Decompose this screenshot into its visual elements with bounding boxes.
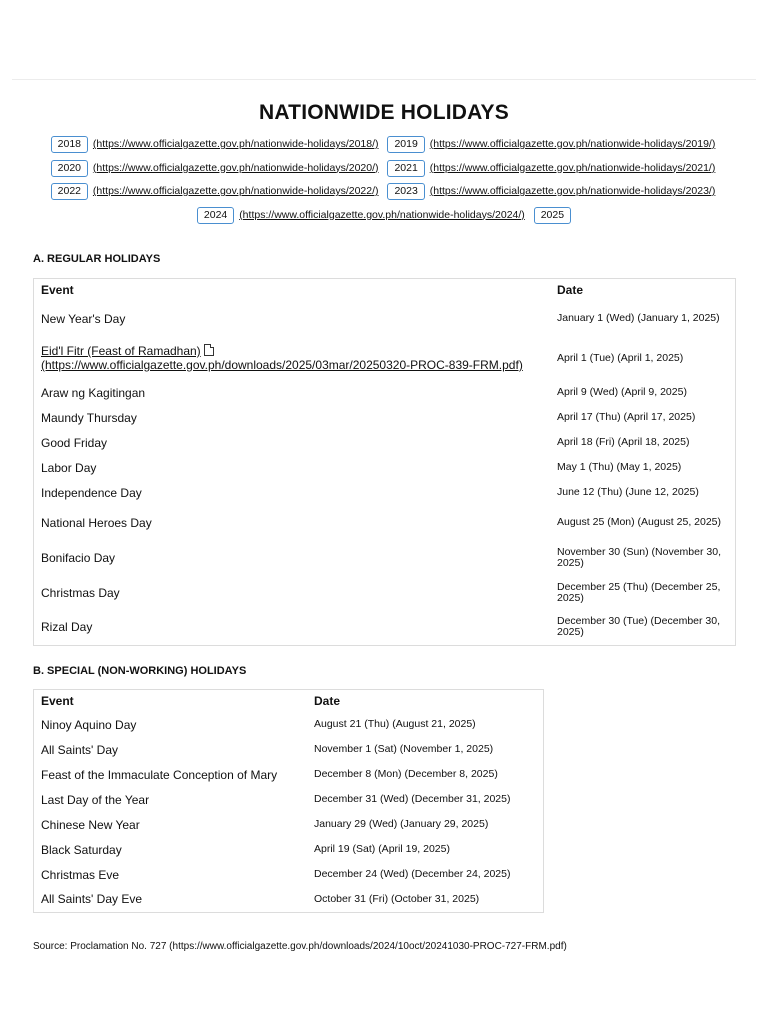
page-title: NATIONWIDE HOLIDAYS <box>259 101 509 124</box>
table-row <box>34 380 736 405</box>
column-header-event: Event <box>41 283 74 297</box>
year-link-2021[interactable]: (https://www.officialgazette.gov.ph/nationwide-holidays/2021/) <box>429 161 716 174</box>
table-row <box>34 712 544 737</box>
date-cell: December 8 (Mon) (December 8, 2025) <box>314 768 498 780</box>
column-header-date: Date <box>314 694 341 708</box>
table-row <box>34 540 736 575</box>
event-cell: New Year's Day <box>41 311 126 326</box>
event-cell: All Saints' Day <box>41 742 118 757</box>
event-cell: Maundy Thursday <box>41 410 137 425</box>
event-cell: Bonifacio Day <box>41 550 116 565</box>
year-link-2019[interactable]: (https://www.officialgazette.gov.ph/nationwide-holidays/2019/) <box>429 138 716 150</box>
event-cell: Christmas Eve <box>41 867 120 882</box>
event-cell: Ninoy Aquino Day <box>41 717 137 732</box>
year-link-2020[interactable]: (https://www.officialgazette.gov.ph/nationwide-holidays/2020/) <box>92 161 379 174</box>
year-link-2023[interactable]: (https://www.officialgazette.gov.ph/nationwide-holidays/2023/) <box>429 185 716 197</box>
table-row <box>34 505 736 540</box>
table-row <box>34 787 544 812</box>
date-cell: November 1 (Sat) (November 1, 2025) <box>314 743 494 755</box>
date-cell: January 1 (Wed) (January 1, 2025) <box>557 312 720 324</box>
regular-holidays-table <box>33 278 736 646</box>
event-cell: Rizal Day <box>41 620 93 635</box>
event-cell: Good Friday <box>41 435 108 450</box>
event-link-url: (https://www.officialgazette.gov.ph/downloads/2025/03mar/20250320-PROC-839-FRM.pdf) <box>41 358 523 372</box>
date-cell: December 25 (Thu) (December 25, 2025) <box>557 580 721 604</box>
year-link-2022[interactable]: (https://www.officialgazette.gov.ph/nationwide-holidays/2022/) <box>92 185 379 197</box>
column-header-date: Date <box>557 283 584 297</box>
event-cell: Araw ng Kagitingan <box>41 385 146 400</box>
table-row <box>34 837 544 862</box>
event-cell: Independence Day <box>41 485 142 500</box>
top-divider <box>12 79 756 80</box>
date-cell: November 30 (Sun) (November 30, 2025) <box>557 545 721 569</box>
date-cell: December 24 (Wed) (December 24, 2025) <box>314 868 511 880</box>
event-link-text: Eid'l Fitr (Feast of Ramadhan) <box>41 344 201 358</box>
source-note: Source: Proclamation No. 727 (https://www.officialgazette.gov.ph/downloads/2024/10oct/20241030-PROC-727-FRM.pdf) <box>33 941 567 952</box>
date-cell: June 12 (Thu) (June 12, 2025) <box>557 486 699 498</box>
event-cell: Feast of the Immaculate Conception of Mary <box>41 767 278 782</box>
table-row <box>34 762 544 787</box>
year-badge-2018[interactable]: 2018 <box>51 136 88 153</box>
event-cell: Christmas Day <box>41 585 120 600</box>
event-cell: National Heroes Day <box>41 515 152 530</box>
year-badge-2020[interactable]: 2020 <box>51 160 88 177</box>
table-header-row <box>34 690 544 713</box>
table-row <box>34 610 736 645</box>
year-badge-2021[interactable]: 2021 <box>387 160 424 177</box>
date-cell: April 18 (Fri) (April 18, 2025) <box>557 436 690 448</box>
date-cell: January 29 (Wed) (January 29, 2025) <box>314 818 489 830</box>
event-cell: All Saints' Day Eve <box>41 892 142 907</box>
year-link-2024[interactable]: (https://www.officialgazette.gov.ph/nationwide-holidays/2024/) <box>239 208 525 221</box>
table-row <box>34 455 736 480</box>
regular-holidays-heading: A. REGULAR HOLIDAYS <box>33 253 161 265</box>
table-row <box>34 887 544 912</box>
year-badge-2019[interactable]: 2019 <box>387 136 424 153</box>
event-link[interactable] <box>41 344 523 372</box>
date-cell: May 1 (Thu) (May 1, 2025) <box>557 461 682 473</box>
date-cell: December 30 (Tue) (December 30, 2025) <box>557 615 721 639</box>
event-cell <box>34 336 551 380</box>
special-holidays-heading: B. SPECIAL (NON-WORKING) HOLIDAYS <box>33 665 247 677</box>
table-row <box>34 862 544 887</box>
year-link-2018[interactable]: (https://www.officialgazette.gov.ph/nationwide-holidays/2018/) <box>92 138 379 150</box>
event-cell: Last Day of the Year <box>41 792 150 807</box>
date-cell: August 21 (Thu) (August 21, 2025) <box>314 718 476 730</box>
date-cell: December 31 (Wed) (December 31, 2025) <box>314 793 511 805</box>
table-row <box>34 301 736 336</box>
date-cell: April 19 (Sat) (April 19, 2025) <box>314 843 450 855</box>
date-cell: April 17 (Thu) (April 17, 2025) <box>557 411 696 423</box>
table-row <box>34 575 736 610</box>
table-header-row <box>34 279 736 302</box>
table-row <box>34 336 736 380</box>
event-cell: Labor Day <box>41 460 97 475</box>
year-navigation <box>44 133 724 227</box>
year-badge-2023[interactable]: 2023 <box>387 183 424 200</box>
event-cell: Chinese New Year <box>41 817 140 832</box>
date-cell: August 25 (Mon) (August 25, 2025) <box>557 516 722 528</box>
table-row <box>34 737 544 762</box>
special-holidays-table <box>33 689 544 913</box>
column-header-event: Event <box>41 694 74 708</box>
date-cell: April 1 (Tue) (April 1, 2025) <box>557 351 684 364</box>
pdf-file-icon <box>204 344 214 356</box>
year-badge-2024[interactable]: 2024 <box>197 207 234 224</box>
table-row <box>34 480 736 505</box>
year-badge-2022[interactable]: 2022 <box>51 183 88 200</box>
event-cell: Black Saturday <box>41 842 122 857</box>
date-cell: April 9 (Wed) (April 9, 2025) <box>557 386 687 398</box>
table-row <box>34 430 736 455</box>
table-row <box>34 812 544 837</box>
table-row <box>34 405 736 430</box>
year-badge-2025[interactable]: 2025 <box>534 207 571 224</box>
date-cell: October 31 (Fri) (October 31, 2025) <box>314 892 480 905</box>
